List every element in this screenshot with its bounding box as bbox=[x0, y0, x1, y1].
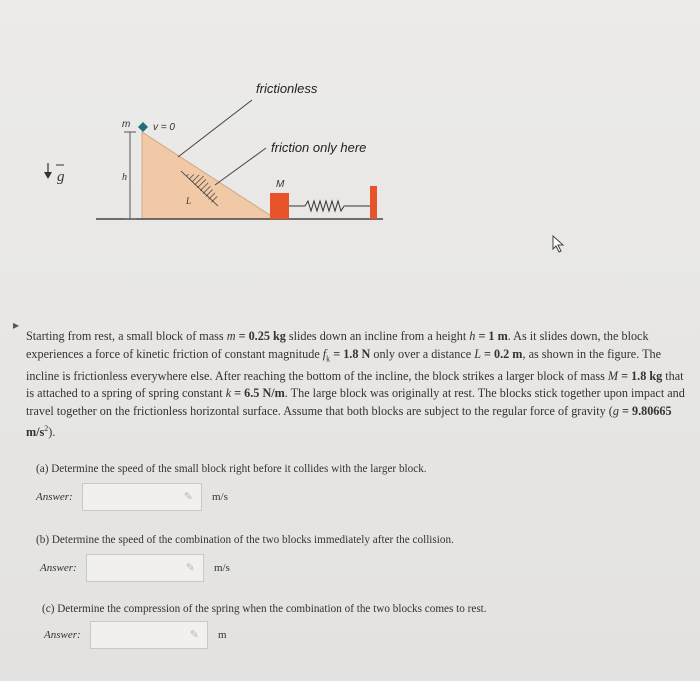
mouse-cursor-icon bbox=[550, 234, 566, 254]
wall bbox=[370, 186, 377, 219]
friction-pointer bbox=[215, 148, 266, 185]
part-c-answer-row bbox=[44, 621, 227, 649]
part-a-answer-row bbox=[36, 483, 228, 511]
large-mass-label: M bbox=[276, 179, 285, 190]
small-mass-label: m bbox=[122, 119, 131, 130]
spring-icon bbox=[289, 201, 370, 211]
part-b-answer-label: Answer: bbox=[40, 562, 77, 574]
pencil-icon: ✎ bbox=[189, 628, 199, 641]
large-block bbox=[270, 193, 289, 219]
incline-figure bbox=[0, 0, 700, 260]
part-c-answer-box bbox=[90, 621, 208, 649]
part-a-question: (a) Determine the speed of the small block right before it collides with the larger block. bbox=[36, 463, 427, 475]
small-block-icon bbox=[138, 122, 148, 132]
part-a-unit: m/s bbox=[212, 491, 228, 503]
height-label: h bbox=[122, 172, 127, 183]
gravity-label: g bbox=[57, 169, 65, 185]
frictionless-pointer bbox=[178, 100, 252, 157]
part-c-answer-label: Answer: bbox=[44, 629, 81, 641]
pencil-icon: ✎ bbox=[183, 490, 193, 503]
part-c-question: (c) Determine the compression of the spring when the combination of the two blocks comes to rest. bbox=[42, 603, 487, 615]
problem-statement: Starting from rest, a small block of mass m = 0.25 kg slides down an incline from a height h = 1 m. As it slides down, the block experiences a force of kinetic friction of constant magnitude $f_k = 1.8$ N only over a distance L = 0.2 m, as shown in the figure. The incline is frictionless everywhere else. After reaching the bottom of the incline, the block strikes a larger block of mass M = 1.8 kg that is attached to a spring of spring constant k = 6.5 N/m. The large block was originally at rest. The blocks stick together upon impact and travel together on the frictionless horizontal surface. Assume that both blocks are subject to the regular force of gravity (g = 9.80665 $m/s^2$). bbox=[26, 329, 685, 440]
incline bbox=[142, 132, 276, 219]
friction-only-label: friction only here bbox=[271, 140, 367, 155]
pencil-icon: ✎ bbox=[185, 561, 195, 574]
spring-text: wwwwr bbox=[0, 0, 4, 1]
velocity-label: v = 0 bbox=[153, 122, 175, 133]
part-a-answer-label: Answer: bbox=[36, 491, 73, 503]
gravity-arrow-icon bbox=[44, 163, 52, 179]
frictionless-label: frictionless bbox=[256, 81, 318, 96]
length-label: L bbox=[186, 196, 192, 206]
part-c-unit: m bbox=[218, 629, 227, 641]
part-b-answer-box bbox=[86, 554, 204, 582]
part-b-answer-row bbox=[40, 554, 230, 582]
part-a-answer-box bbox=[82, 483, 202, 511]
part-b-unit: m/s bbox=[214, 562, 230, 574]
bullet-icon: ▸ bbox=[13, 318, 20, 332]
part-b-question: (b) Determine the speed of the combination of the two blocks immediately after the collision. bbox=[36, 534, 454, 546]
